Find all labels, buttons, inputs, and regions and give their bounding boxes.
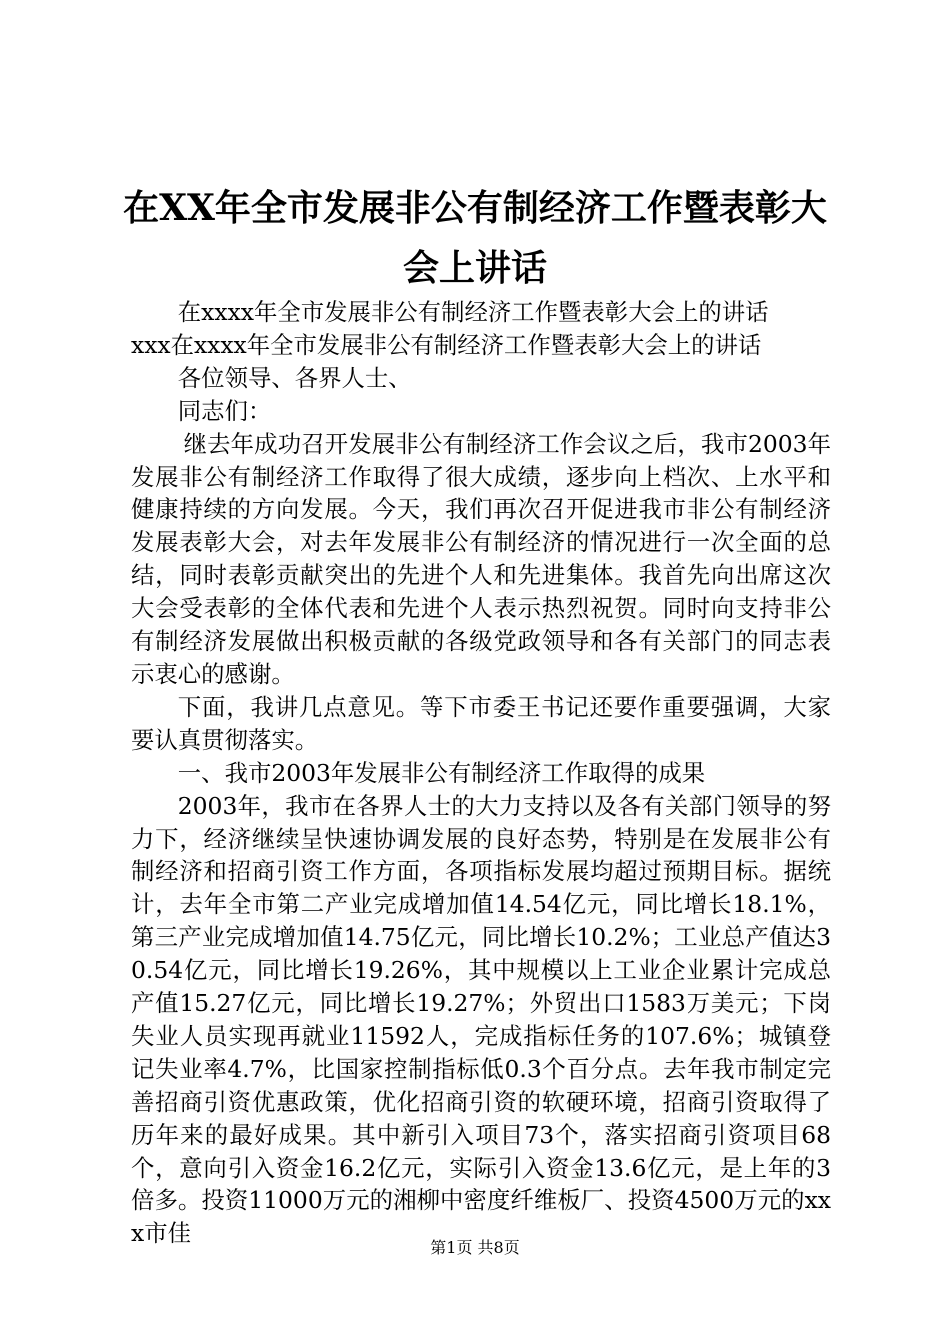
paragraph-salutation-1: 各位领导、各界人士、 bbox=[177, 363, 412, 392]
paragraph-achievements: 2003年，我市在各界人士的大力支持以及各有关部门领导的努力下，经济继续呈快速协调发展的良好态势，特别是在发展非公有制经济和招商引资工作方面，各项指标发展均超过预期目标。据统计，去年全市第二产业完成增加值14.54亿元，同比增长18.1%，第三产业完成增加值14.75亿元，同比增长10.2%；工业总产值达30.54亿元，同比增长19.26%，其中规模以上工业企业累计完成总产值15.27亿元，同比增长19.27%；外贸出口1583万美元；下岗失业人员实现再就业11592人，完成指标任务的107.6%；城镇登记失业率4.7%，比国家控制指标低0.3个百分点。去年我市制定完善招商引资优惠政策，优化招商引资的软硬环境，招商引资取得了历年来的最好成果。其中新引入项目73个，落实招商引资项目68个，意向引入资金16.2亿元，实际引入资金13.6亿元，是上年的3倍多。投资11000万元的湘柳中密度纤维板厂、投资4500万元的xxx市佳 bbox=[131, 791, 831, 1248]
paragraph-speaker-line: xxx在xxxx年全市发展非公有制经济工作暨表彰大会上的讲话 bbox=[131, 330, 762, 359]
document-title-line-1: 在XX年全市发展非公有制经济工作暨表彰大 bbox=[123, 187, 827, 229]
paragraph-intro: 继去年成功召开发展非公有制经济工作会议之后，我市2003年发展非公有制经济工作取得了很大成绩，逐步向上档次、上水平和健康持续的方向发展。今天，我们再次召开促进我市非公有制经济发展表彰大会，对去年发展非公有制经济的情况进行一次全面的总结，同时表彰贡献突出的先进个人和先进集体。我首先向出席这次大会受表彰的全体代表和先进个人表示热烈祝贺。同时向支持非公有制经济发展做出积极贡献的各级党政领导和各有关部门的同志表示衷心的感谢。 bbox=[131, 429, 831, 688]
document-title-line-2: 会上讲话 bbox=[402, 247, 547, 289]
paragraph-speech-heading: 在xxxx年全市发展非公有制经济工作暨表彰大会上的讲话 bbox=[177, 298, 769, 326]
paragraph-salutation-2: 同志们： bbox=[177, 396, 272, 425]
paragraph-opinions: 下面，我讲几点意见。等下市委王书记还要作重要强调，大家要认真贯彻落实。 bbox=[131, 692, 831, 754]
document-body bbox=[131, 296, 831, 1250]
section-heading-1: 一、我市2003年发展非公有制经济工作取得的成果 bbox=[177, 758, 706, 787]
page-footer: 第1页 共8页 bbox=[430, 1238, 520, 1257]
